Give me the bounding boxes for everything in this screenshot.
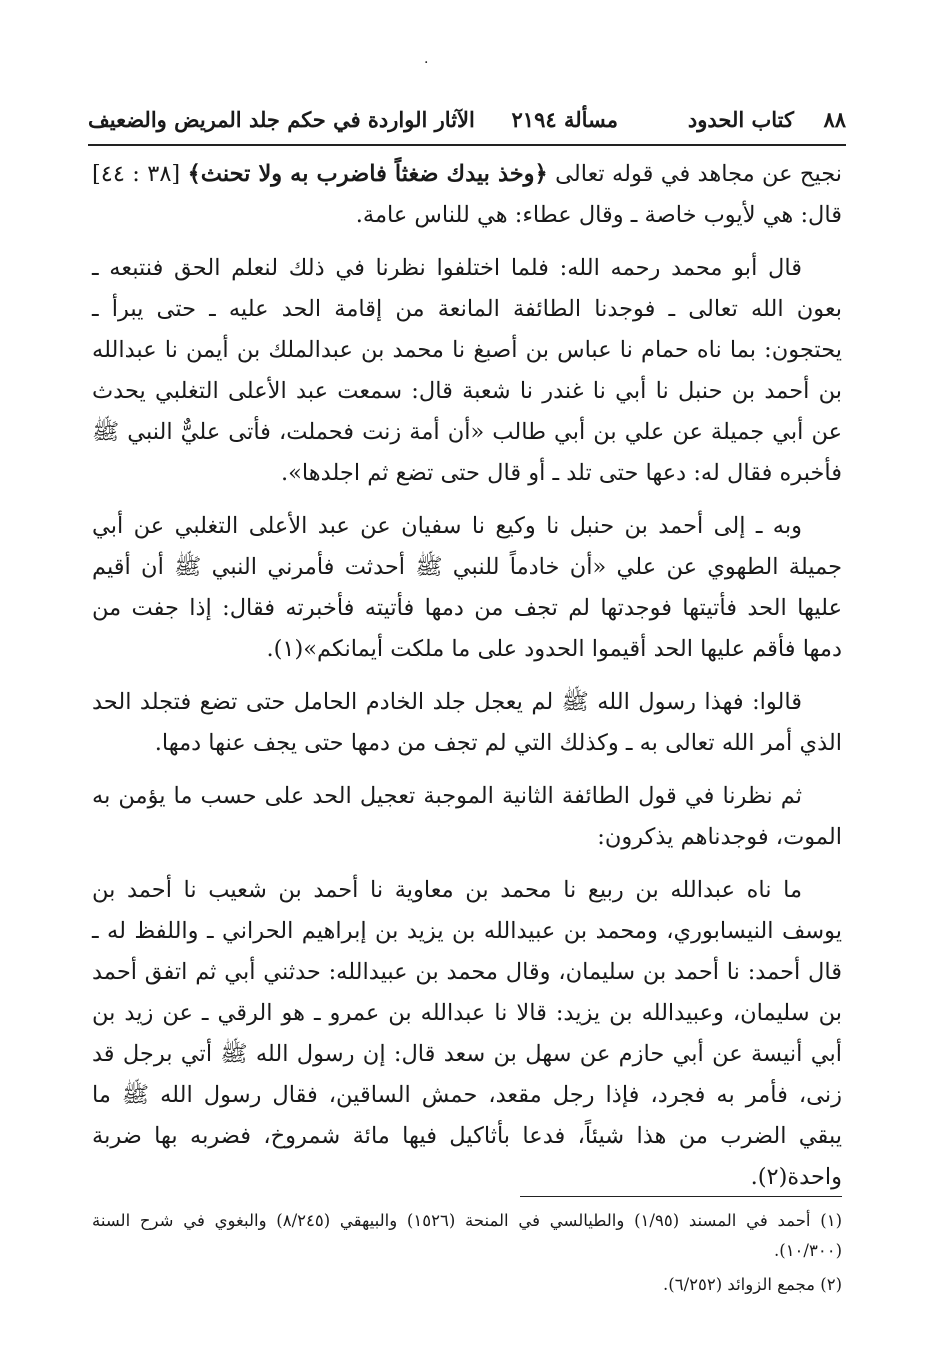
paragraph-4: قالوا: فهذا رسول الله ﷺ لم يعجل جلد الخادم الحامل حتى تضع فتجلد الحد الذي أمر الله تعالى به ـ وكذلك التي لم تجف من دمها حتى يجف عنها دمها. [92,689,842,756]
paragraph-text: [٣٨ : ٤٤] قال: هي لأيوب خاصة ـ وقال عطاء: هي للناس عامة. [92,161,842,228]
scan-mark: · [424,55,429,71]
footnotes [92,1206,842,1304]
quran-verse: ﴿وخذ بيدك ضغثاً فاضرب به ولا تحنث﴾ [187,161,548,187]
main-text [92,154,842,1210]
paragraph-2: قال أبو محمد رحمه الله: فلما اختلفوا نظرنا في ذلك لنعلم الحق فنتبعه ـ بعون الله تعالى ـ فوجدنا الطائفة المانعة من إقامة الحد عليه ـ حتى يبرأ ـ يحتجون: بما ناه حمام نا عباس بن أصبغ نا محمد بن عبدالملك بن أيمن نا عبدالله بن أحمد بن حنبل نا أبي نا غندر نا شعبة قال: سمعت عبد الأعلى التغلبي يحدث عن أبي جميلة عن علي بن أبي طالب «أن أمة زنت فحملت، فأتى عليٌّ النبي ﷺ فأخبره فقال له: دعها حتى تلد ـ أو قال حتى تضع ثم اجلدها». [92,255,842,486]
running-header [88,100,846,140]
paragraph-3: وبه ـ إلى أحمد بن حنبل نا وكيع نا سفيان عن عبد الأعلى التغلبي عن أبي جميلة الطهوي عن علي «أن خادماً للنبي ﷺ أحدثت فأمرني النبي ﷺ أن أقيم عليها الحد فأتيتها فوجدتها لم تجف من دمها فأتيته فأخبرته فقال: إذا جفت من دمها فأقم عليها الحد أقيموا الحدود على ما ملكت أيمانكم»(١). [92,513,842,662]
paragraph-text: نجيح عن مجاهد في قوله تعالى [547,161,843,187]
issue-number: مسألة ٢١٩٤ [511,107,618,132]
footnote-1: (١) أحمد في المسند (١/٩٥) والطيالسي في المنحة (١٥٢٦) والبيهقي (٨/٢٤٥) والبغوي في شرح السنة (١٠/٣٠٠). [92,1211,842,1260]
book-title: كتاب الحدود [687,107,794,132]
footnote-divider [520,1196,842,1197]
section-title: الآثار الواردة في حكم جلد المريض والضعيف [88,107,475,132]
paragraph-1 [92,154,842,236]
footnote-2: (٢) مجمع الزوائد (٦/٢٥٢). [663,1275,842,1294]
paragraph-6: ما ناه عبدالله بن ربيع نا محمد بن معاوية نا أحمد بن شعيب نا أحمد بن يوسف النيسابوري، ومحمد بن عبيدالله بن يزيد بن إبراهيم الحراني ـ واللفظ له ـ قال أحمد: نا أحمد بن سليمان، وقال محمد بن عبيدالله: حدثني أبي ثم اتفق أحمد بن سليمان، وعبيدالله بن يزيد: قالا نا عبدالله بن عمرو ـ هو الرقي ـ عن زيد بن أبي أنيسة عن أبي حازم عن سهل بن سعد قال: إن رسول الله ﷺ أتي برجل قد زنى، فأمر به فجرد، فإذا رجل مقعد، حمش الساقين، فقال رسول الله ﷺ ما يبقي الضرب من هذا شيئاً، فدعا بأثاكيل فيها مائة شمروخ، فضربه بها ضربة واحدة(٢). [92,877,842,1190]
paragraph-5: ثم نظرنا في قول الطائفة الثانية الموجبة تعجيل الحد على حسب ما يؤمن به الموت، فوجدناهم يذكرون: [92,783,842,850]
page-number: ٨٨ [823,107,846,132]
header-divider [88,144,846,146]
